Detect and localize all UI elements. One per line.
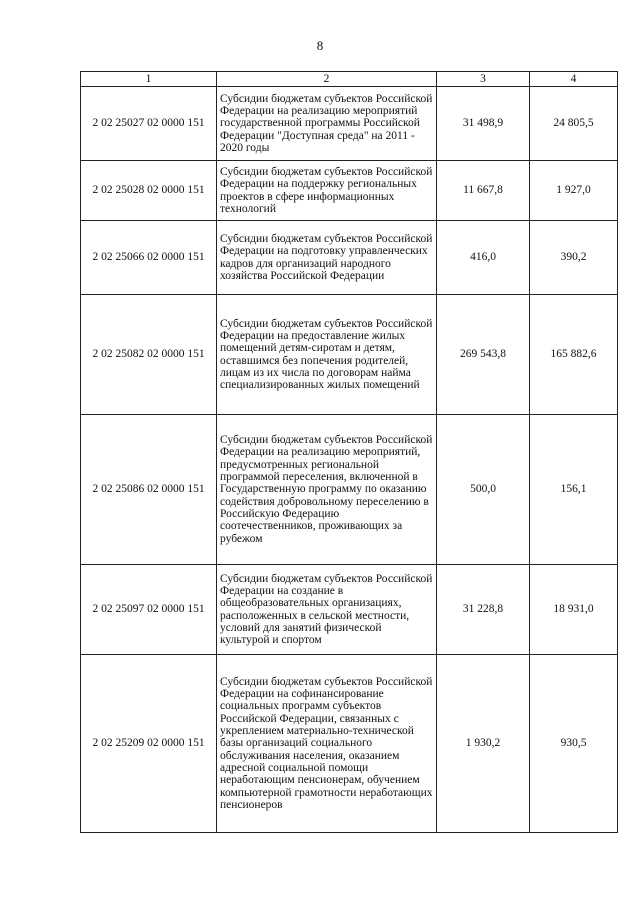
value-column-3-cell: 11 667,8: [437, 161, 530, 221]
page-number: 8: [316, 38, 324, 53]
table-row: [81, 655, 618, 833]
budget-code-cell: 2 02 25027 02 0000 151: [81, 87, 217, 161]
column-header: 1: [81, 72, 217, 87]
value-column-3-cell: 269 543,8: [437, 295, 530, 415]
table-row: [81, 87, 618, 161]
description-cell: Субсидии бюджетам субъектов Российской Федерации на реализацию мероприятий государственной программы Российской Федерации "Доступная среда" на 2011 - 2020 годы: [217, 87, 437, 161]
column-header: 4: [530, 72, 618, 87]
table-row: [81, 161, 618, 221]
budget-table: [80, 71, 618, 833]
value-column-4-cell: 165 882,6: [530, 295, 618, 415]
value-column-3-cell: 31 228,8: [437, 565, 530, 655]
value-column-4-cell: 930,5: [530, 655, 618, 833]
value-column-4-cell: 24 805,5: [530, 87, 618, 161]
budget-code-cell: 2 02 25028 02 0000 151: [81, 161, 217, 221]
column-header: 3: [437, 72, 530, 87]
value-column-4-cell: 390,2: [530, 221, 618, 295]
table-header-row: [81, 72, 618, 87]
value-column-3-cell: 31 498,9: [437, 87, 530, 161]
table-row: [81, 565, 618, 655]
description-cell: Субсидии бюджетам субъектов Российской Федерации на реализацию мероприятий, предусмотренных региональной программой переселения, включенной в Государственную программу по оказанию содействия добровольному переселению в Российскую Федерацию соотечественников, проживающих за рубежом: [217, 415, 437, 565]
value-column-4-cell: 18 931,0: [530, 565, 618, 655]
value-column-3-cell: 1 930,2: [437, 655, 530, 833]
budget-code-cell: 2 02 25066 02 0000 151: [81, 221, 217, 295]
description-cell: Субсидии бюджетам субъектов Российской Федерации на создание в общеобразовательных организациях, расположенных в сельской местности, условий для занятий физической культурой и спортом: [217, 565, 437, 655]
value-column-3-cell: 416,0: [437, 221, 530, 295]
description-cell: Субсидии бюджетам субъектов Российской Федерации на поддержку региональных проектов в сфере информационных технологий: [217, 161, 437, 221]
value-column-4-cell: 1 927,0: [530, 161, 618, 221]
table-row: [81, 221, 618, 295]
column-header: 2: [217, 72, 437, 87]
table-row: [81, 415, 618, 565]
table-row: [81, 295, 618, 415]
value-column-4-cell: 156,1: [530, 415, 618, 565]
budget-code-cell: 2 02 25097 02 0000 151: [81, 565, 217, 655]
budget-code-cell: 2 02 25209 02 0000 151: [81, 655, 217, 833]
value-column-3-cell: 500,0: [437, 415, 530, 565]
description-cell: Субсидии бюджетам субъектов Российской Федерации на софинансирование социальных программ субъектов Российской Федерации, связанных с укреплением материально-технической базы организаций социального обслуживания населения, оказанием адресной социальной помощи неработающим пенсионерам, обучением компьютерной грамотности неработающих пенсионеров: [217, 655, 437, 833]
budget-code-cell: 2 02 25082 02 0000 151: [81, 295, 217, 415]
description-cell: Субсидии бюджетам субъектов Российской Федерации на подготовку управленческих кадров для организаций народного хозяйства Российской Федерации: [217, 221, 437, 295]
description-cell: Субсидии бюджетам субъектов Российской Федерации на предоставление жилых помещений детям-сиротам и детям, оставшимся без попечения родителей, лицам из их числа по договорам найма специализированных жилых помещений: [217, 295, 437, 415]
budget-code-cell: 2 02 25086 02 0000 151: [81, 415, 217, 565]
